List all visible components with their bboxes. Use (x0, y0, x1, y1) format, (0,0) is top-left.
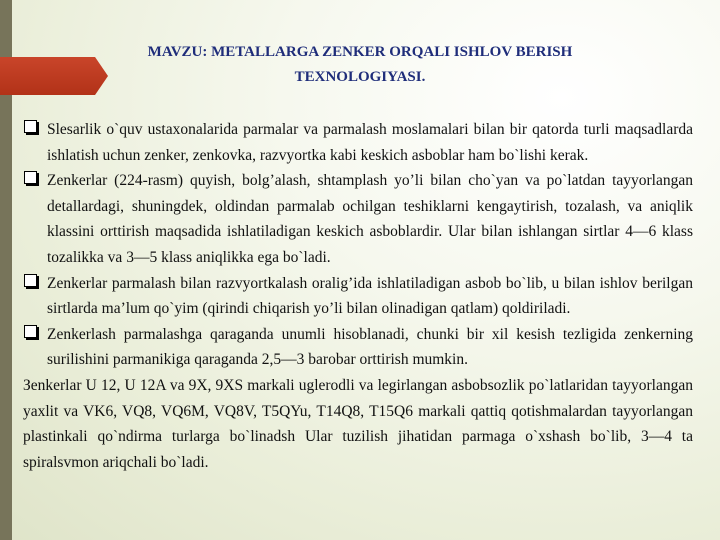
bullet-item (23, 322, 693, 373)
square-bullet-icon (24, 325, 37, 338)
bullet-item (23, 271, 693, 322)
bullet-item (23, 168, 693, 270)
square-bullet-icon (24, 171, 37, 184)
red-title-tab (0, 57, 108, 95)
bullet-text: Zenkerlash parmalashga qaraganda unumli hisoblanadi, chunki bir xil kesish tezligida zenkerning surilishini parmanikiga qaraganda 2,5—3 barobar orttirish mumkin. (47, 325, 693, 369)
slide-title: MAVZU: METALLARGA ZENKER ORQALI ISHLOV BERISH TEXNOLOGIYASI. (147, 44, 573, 85)
body-paragraph: Зenkerlar U 12, U 12A va 9X, 9XS markali uglerodli va legirlangan asbobsozlik po`latlaridan tayyorlangan yaxlit va VK6, VQ8, VQ6M, VQ8V, T5QYu, T14Q8, T15Q6 markali qattiq qotishmalardan tayyorlangan plastinkali qo`ndirma turlarga bo`linadsh Ular tuzilish jihatidan parmaga o`xshash bo`lib, 3—4 ta spiralsvmon ariqchali bo`ladi. (23, 376, 693, 471)
slide-content (23, 117, 693, 475)
bullet-item (23, 117, 693, 168)
square-bullet-icon (24, 274, 37, 287)
square-bullet-icon (24, 120, 37, 133)
bullet-text: Zenkerlar (224-rasm) quyish, bolg’alash, shtamplash yo’li bilan cho`yan va po`latdan tayyorlangan detallardagi, shuningdek, oldindan parmalab ochilgan teshiklarni kengaytirish, tozalash, va aniqlik klassini orttirish maqsadida ishlatiladigan keskich asboblardir. Ular bilan ishlangan sirtlar 4—6 klass tozalikka va 3—5 klass aniqlikka ega bo`ladi. (47, 172, 693, 266)
bullet-text: Zenkerlar parmalash bilan razvyortkalash oralig’ida ishlatiladigan asbob bo`lib, u bilan ishlov berilgan sirtlarda ma’lum qo`yim (qirindi chiqarish yo’li bilan olinadigan qatlam) qoldiriladi. (47, 274, 693, 318)
bullet-text: Slesarlik o`quv ustaxonalarida parmalar va parmalash moslamalari bilan bir qatorda turli maqsadlarda ishlatish uchun zenker, zenkovka, razvyortka kabi keskich asboblar ham bo`lishi kerak. (47, 121, 693, 164)
